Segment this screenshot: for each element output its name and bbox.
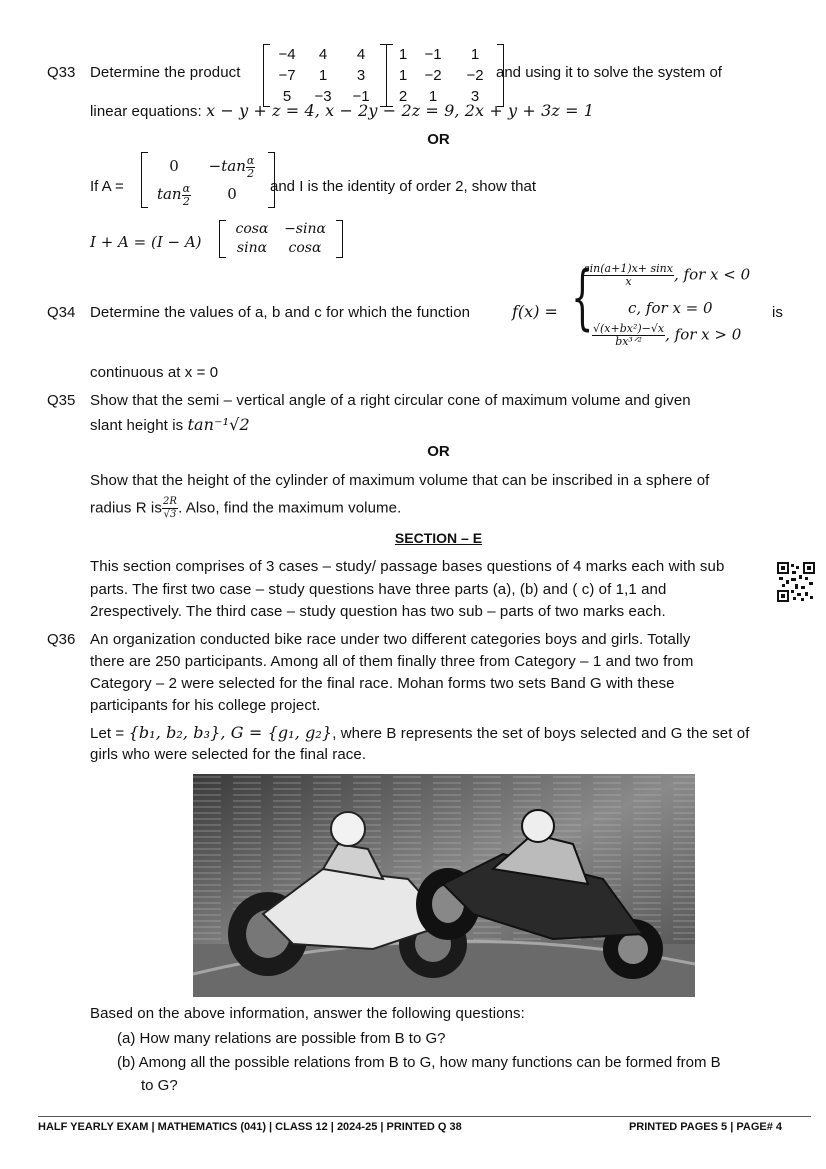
section-heading: SECTION – E — [394, 530, 483, 546]
text: If A = — [90, 178, 124, 195]
arctan-expression: tan⁻¹√2 — [187, 415, 250, 434]
footer-rule — [38, 1116, 811, 1117]
question-text: Determine the values of a, b and c for which the function — [90, 304, 471, 321]
text: and I is the identity of order 2, show that — [270, 178, 536, 195]
instruction-text: This section comprises of 3 cases – study/ passage bases questions of 4 marks each with sub — [90, 558, 725, 575]
qr-code — [777, 562, 815, 602]
question-text: there are 250 participants. Among all of them finally three from Category – 1 and two from — [90, 653, 694, 670]
question-number: Q36 — [47, 631, 76, 648]
matrix-b: 1 −1 1 1 −2 −2 2 1 3 — [386, 44, 504, 107]
footer-left: HALF YEARLY EXAM | MATHEMATICS (041) | CLASS 12 | 2024-25 | PRINTED Q 38 — [38, 1121, 462, 1133]
question-text: Based on the above information, answer the following questions: — [90, 1005, 525, 1022]
question-text: Show that the semi – vertical angle of a right circular cone of maximum volume and given — [90, 392, 691, 409]
text: radius R is — [90, 499, 162, 517]
text: Let = — [90, 725, 125, 742]
question-text: Show that the height of the cylinder of maximum volume that can be inscribed in a sphere of — [90, 472, 710, 489]
question-number: Q35 — [47, 392, 76, 409]
rotation-matrix: cosα −sinα sinα cosα — [219, 220, 343, 258]
matrix-alt-a: 0 −tan $\frac{\alpha}{2}$ tan $\frac{\alpha}{2}$ 0 — [141, 152, 275, 208]
brace: { — [571, 256, 594, 338]
question-text: Category – 2 were selected for the final race. Mohan forms two sets Band G with these — [90, 675, 675, 692]
equations: x − y + z = 4, x − 2y − 2z = 9, 2x + y + 3z = 1 — [206, 101, 595, 120]
question-text: Determine the product — [90, 64, 241, 81]
sub-question-a: (a) How many relations are possible from B to G? — [117, 1030, 446, 1047]
question-text: radius R is $\frac{2R}{√3}$ . Also, find the maximum volume. — [90, 496, 402, 520]
text: is — [772, 304, 783, 321]
case-3: $\frac{\text{√(x+bx²)−√x}}{\text{bx³ᐟ²}}$ , for x > 0 — [593, 322, 742, 348]
question-text — [90, 100, 594, 123]
question-text: continuous at x = 0 — [90, 364, 219, 381]
or-label: OR — [427, 443, 450, 460]
text: linear equations: — [90, 103, 202, 120]
matrix-a: −4 4 4 −7 1 3 5 −3 −1 — [263, 44, 387, 107]
instruction-text: parts. The first two case – study questions have three parts (a), (b) and ( c) of 1,1 and — [90, 581, 667, 598]
case-1: $\frac{\sin(a+1)x+ \sin x}{x}$ , for x < 0 — [584, 262, 751, 288]
question-text — [90, 414, 250, 437]
question-text — [90, 722, 749, 745]
text: , where B represents the set of boys selected and G the set of — [332, 725, 750, 742]
instruction-text: 2respectively. The third case – study question has two sub – parts of two marks each. — [90, 603, 666, 620]
question-number: Q33 — [47, 64, 76, 81]
function-label: f(x) = — [512, 302, 558, 321]
sub-question-b-cont: to G? — [141, 1077, 178, 1094]
footer-right: PRINTED PAGES 5 | PAGE# 4 — [628, 1121, 782, 1133]
question-text: participants for his college project. — [90, 697, 321, 714]
question-number: Q34 — [47, 304, 76, 321]
text: . Also, find the maximum volume. — [178, 499, 402, 517]
question-text: girls who were selected for the final race. — [90, 746, 367, 763]
or-label: OR — [427, 131, 450, 148]
question-text: An organization conducted bike race under two different categories boys and girls. Totally — [90, 631, 691, 648]
sub-question-b: (b) Among all the possible relations from B to G, how many functions can be formed from B — [117, 1054, 721, 1071]
bike-race-image — [193, 774, 695, 997]
set-notation: {b₁, b₂, b₃}, G = {g₁, g₂} — [128, 723, 333, 742]
question-text: and using it to solve the system of — [496, 64, 722, 81]
case-2: c, for x = 0 — [628, 299, 713, 317]
identity-lhs: I + A = (I − A) — [90, 233, 202, 251]
text: slant height is — [90, 417, 184, 434]
